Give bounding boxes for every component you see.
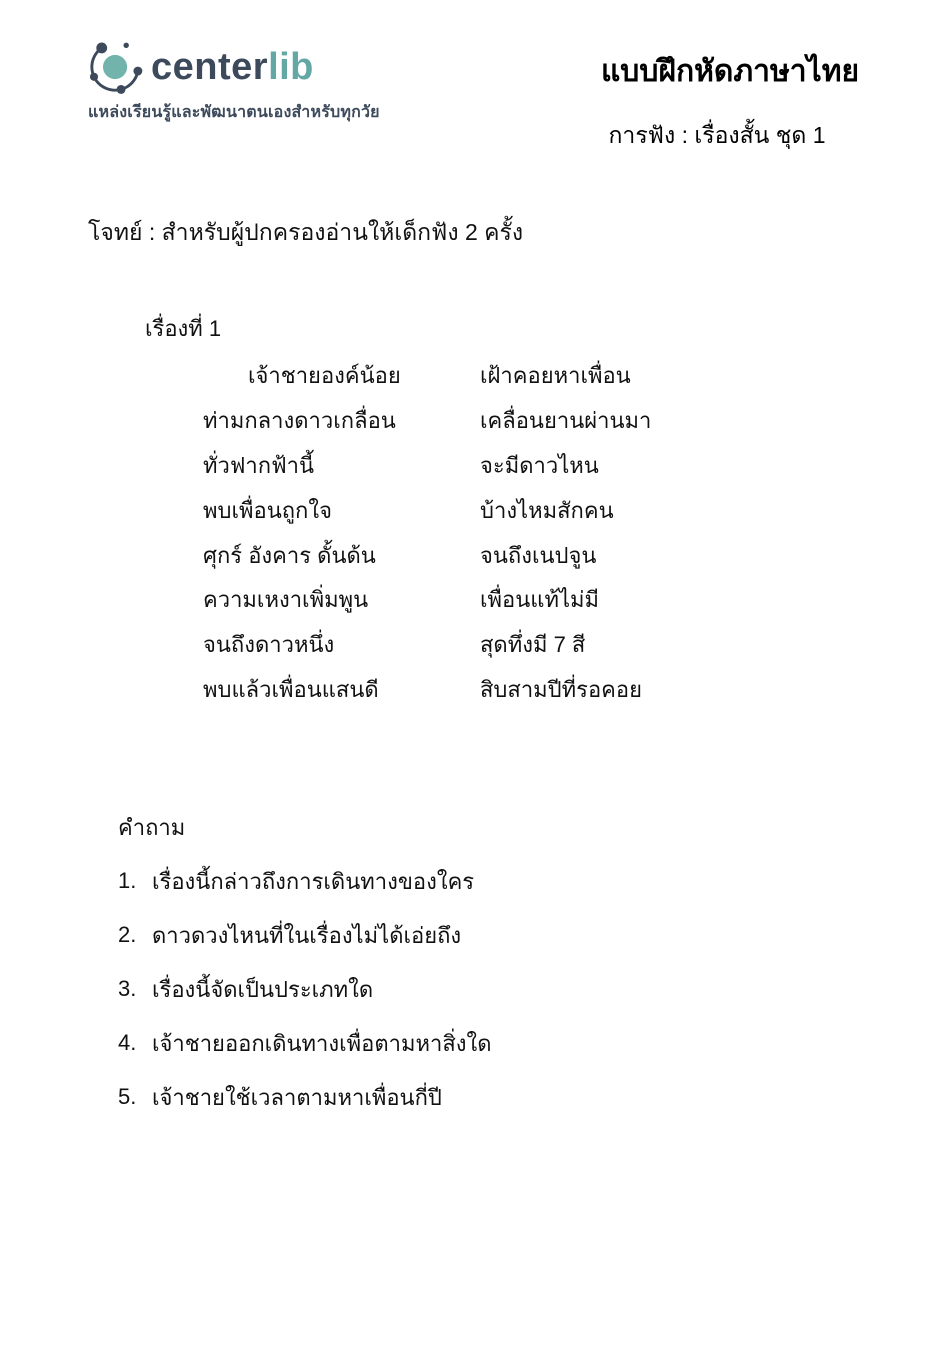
question-number: 2. — [118, 922, 137, 947]
brand-name — [151, 48, 314, 86]
question-item — [118, 908, 718, 962]
questions-heading: คำถาม — [118, 814, 186, 840]
story-heading: เรื่องที่ 1 — [145, 315, 222, 341]
poem-line — [203, 533, 723, 578]
poem-line — [203, 577, 723, 622]
question-number: 5. — [118, 1084, 137, 1109]
logo-row — [88, 38, 380, 96]
question-text: เจ้าชายออกเดินทางเพื่อตามหาสิ่งใด — [152, 1030, 492, 1056]
poem-left: พบเพื่อนถูกใจ — [203, 497, 333, 523]
brand-lib-text: lib — [268, 46, 314, 88]
orbit-network-icon — [88, 38, 146, 96]
question-item — [118, 1070, 718, 1124]
poem-right: สิบสามปีที่รอคอย — [480, 677, 642, 703]
question-number: 3. — [118, 976, 137, 1001]
poem-right: เพื่อนแท้ไม่มี — [480, 587, 600, 613]
question-item — [118, 962, 718, 1016]
poem-line — [203, 398, 723, 443]
question-number: 1. — [118, 868, 137, 893]
poem-left: ท่ามกลางดาวเกลื่อน — [203, 407, 396, 433]
poem-left: ทั่วฟากฟ้านี้ — [203, 452, 315, 478]
poem-right: บ้างไหมสักคน — [480, 497, 614, 523]
page-title: แบบฝึกหัดภาษาไทย — [600, 55, 860, 88]
poem-right: สุดทึ่งมี 7 สี — [480, 632, 586, 658]
poem-line — [203, 622, 723, 667]
poem — [203, 353, 723, 712]
centerlib-logo — [88, 38, 380, 125]
instruction-text: โจทย์ : สำหรับผู้ปกครองอ่านให้เด็กฟัง 2 ครั้ง — [88, 219, 524, 245]
poem-line — [203, 443, 723, 488]
question-item — [118, 854, 718, 908]
poem-right: เคลื่อนยานผ่านมา — [480, 407, 652, 433]
poem-left: พบแล้วเพื่อนแสนดี — [203, 677, 379, 703]
poem-line — [203, 667, 723, 712]
document-header — [550, 50, 910, 154]
question-text: เจ้าชายใช้เวลาตามหาเพื่อนกี่ปี — [152, 1084, 442, 1110]
poem-left: ความเหงาเพิ่มพูน — [203, 587, 369, 613]
question-text: เรื่องนี้จัดเป็นประเภทใด — [152, 976, 374, 1002]
poem-right: จนถึงเนปจูน — [480, 542, 597, 568]
questions-section — [118, 800, 718, 1124]
poem-right: เฝ้าคอยหาเพื่อน — [480, 362, 631, 388]
poem-line — [203, 353, 723, 398]
brand-center-text: center — [151, 46, 269, 88]
question-text: ดาวดวงไหนที่ในเรื่องไม่ได้เอ่ยถึง — [152, 922, 462, 948]
poem-left: เจ้าชายองค์น้อย — [248, 362, 401, 388]
logo-tagline: แหล่งเรียนรู้และพัฒนาตนเองสำหรับทุกวัย — [88, 104, 380, 121]
question-item — [118, 1016, 718, 1070]
poem-left: จนถึงดาวหนึ่ง — [203, 632, 335, 658]
poem-line — [203, 488, 723, 533]
question-number: 4. — [118, 1030, 137, 1055]
page-subtitle: การฟัง : เรื่องสั้น ชุด 1 — [608, 122, 826, 148]
question-text: เรื่องนี้กล่าวถึงการเดินทางของใคร — [152, 868, 475, 894]
poem-right: จะมีดาวไหน — [480, 452, 599, 478]
poem-left: ศุกร์ อังคาร ดั้นด้น — [203, 542, 376, 568]
